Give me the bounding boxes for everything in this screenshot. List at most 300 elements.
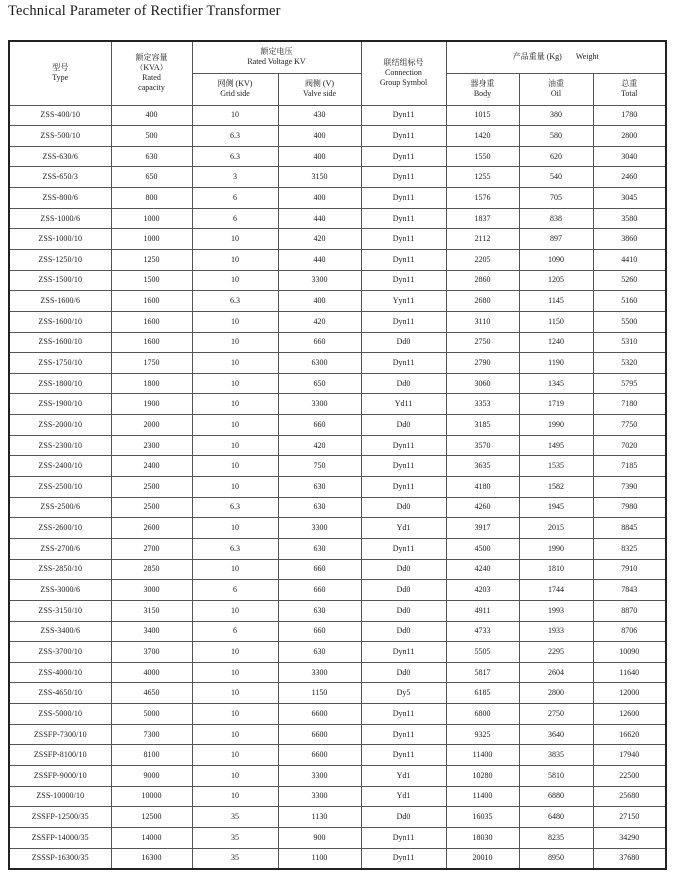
capacity-cell: 1000 xyxy=(111,229,192,250)
header-oil xyxy=(519,73,593,105)
body-weight-cell: 4240 xyxy=(446,559,519,580)
grid-voltage-cell: 6.3 xyxy=(192,126,278,147)
body-weight-cell: 3570 xyxy=(446,435,519,456)
table-row xyxy=(9,229,666,250)
table-row xyxy=(9,538,666,559)
table-row xyxy=(9,704,666,725)
capacity-cell: 500 xyxy=(111,126,192,147)
valve-voltage-cell: 6300 xyxy=(278,353,361,374)
header-conn-en2: Group Symbol xyxy=(379,78,428,88)
connection-cell: Dd0 xyxy=(361,580,446,601)
connection-cell: Dyn11 xyxy=(361,311,446,332)
valve-voltage-cell: 1100 xyxy=(278,848,361,869)
type-cell: ZSS-2500/10 xyxy=(9,477,111,498)
total-weight-cell: 8325 xyxy=(593,538,666,559)
grid-voltage-cell: 10 xyxy=(192,105,278,126)
table-row xyxy=(9,188,666,209)
capacity-cell: 1600 xyxy=(111,311,192,332)
header-type-en: Type xyxy=(52,73,69,83)
oil-weight-cell: 1090 xyxy=(519,249,593,270)
capacity-cell: 4000 xyxy=(111,662,192,683)
connection-cell: Dd0 xyxy=(361,497,446,518)
body-weight-cell: 3917 xyxy=(446,518,519,539)
valve-voltage-cell: 630 xyxy=(278,642,361,663)
connection-cell: Yd1 xyxy=(361,786,446,807)
total-weight-cell: 5260 xyxy=(593,270,666,291)
valve-voltage-cell: 900 xyxy=(278,827,361,848)
connection-cell: Dd0 xyxy=(361,373,446,394)
valve-voltage-cell: 660 xyxy=(278,332,361,353)
body-weight-cell: 9325 xyxy=(446,724,519,745)
type-cell: ZSS-1250/10 xyxy=(9,249,111,270)
body-weight-cell: 20010 xyxy=(446,848,519,869)
body-weight-cell: 1576 xyxy=(446,188,519,209)
grid-voltage-cell: 10 xyxy=(192,786,278,807)
capacity-cell: 630 xyxy=(111,146,192,167)
connection-cell: Dyn11 xyxy=(361,167,446,188)
table-row xyxy=(9,683,666,704)
total-weight-cell: 7185 xyxy=(593,456,666,477)
oil-weight-cell: 1495 xyxy=(519,435,593,456)
total-weight-cell: 10090 xyxy=(593,642,666,663)
capacity-cell: 7300 xyxy=(111,724,192,745)
grid-voltage-cell: 10 xyxy=(192,229,278,250)
table-row xyxy=(9,394,666,415)
capacity-cell: 5000 xyxy=(111,704,192,725)
valve-voltage-cell: 430 xyxy=(278,105,361,126)
capacity-cell: 1600 xyxy=(111,291,192,312)
connection-cell: Dyn11 xyxy=(361,642,446,663)
header-valve-side xyxy=(278,73,361,105)
body-weight-cell: 6185 xyxy=(446,683,519,704)
type-cell: ZSS-1750/10 xyxy=(9,353,111,374)
oil-weight-cell: 1933 xyxy=(519,621,593,642)
capacity-cell: 1600 xyxy=(111,332,192,353)
grid-voltage-cell: 10 xyxy=(192,704,278,725)
header-total xyxy=(593,73,666,105)
oil-weight-cell: 1582 xyxy=(519,477,593,498)
grid-voltage-cell: 10 xyxy=(192,518,278,539)
valve-voltage-cell: 420 xyxy=(278,435,361,456)
total-weight-cell: 7180 xyxy=(593,394,666,415)
total-weight-cell: 5320 xyxy=(593,353,666,374)
capacity-cell: 2000 xyxy=(111,415,192,436)
connection-cell: Dyn11 xyxy=(361,270,446,291)
capacity-cell: 3000 xyxy=(111,580,192,601)
oil-weight-cell: 1990 xyxy=(519,415,593,436)
capacity-cell: 1500 xyxy=(111,270,192,291)
table-row xyxy=(9,848,666,869)
valve-voltage-cell: 420 xyxy=(278,311,361,332)
oil-weight-cell: 897 xyxy=(519,229,593,250)
valve-voltage-cell: 630 xyxy=(278,497,361,518)
capacity-cell: 2600 xyxy=(111,518,192,539)
total-weight-cell: 5500 xyxy=(593,311,666,332)
header-oil-en: Oil xyxy=(550,89,562,98)
connection-cell: Dyn11 xyxy=(361,188,446,209)
connection-cell: Dd0 xyxy=(361,807,446,828)
valve-voltage-cell: 1150 xyxy=(278,683,361,704)
table-body xyxy=(9,105,666,869)
grid-voltage-cell: 10 xyxy=(192,559,278,580)
table-row xyxy=(9,745,666,766)
total-weight-cell: 3580 xyxy=(593,208,666,229)
grid-voltage-cell: 10 xyxy=(192,456,278,477)
body-weight-cell: 3635 xyxy=(446,456,519,477)
type-cell: ZSSFP-14000/35 xyxy=(9,827,111,848)
capacity-cell: 3700 xyxy=(111,642,192,663)
header-type-cn: 型号 xyxy=(52,63,69,73)
table-row xyxy=(9,827,666,848)
valve-voltage-cell: 3150 xyxy=(278,167,361,188)
header-grid-en: Grid side xyxy=(220,89,250,98)
capacity-cell: 3400 xyxy=(111,621,192,642)
oil-weight-cell: 620 xyxy=(519,146,593,167)
valve-voltage-cell: 630 xyxy=(278,538,361,559)
oil-weight-cell: 1240 xyxy=(519,332,593,353)
type-cell: ZSS-1000/6 xyxy=(9,208,111,229)
valve-voltage-cell: 6600 xyxy=(278,745,361,766)
capacity-cell: 12500 xyxy=(111,807,192,828)
body-weight-cell: 6800 xyxy=(446,704,519,725)
type-cell: ZSS-2600/10 xyxy=(9,518,111,539)
grid-voltage-cell: 35 xyxy=(192,827,278,848)
grid-voltage-cell: 10 xyxy=(192,270,278,291)
oil-weight-cell: 380 xyxy=(519,105,593,126)
capacity-cell: 650 xyxy=(111,167,192,188)
connection-cell: Dd0 xyxy=(361,600,446,621)
grid-voltage-cell: 10 xyxy=(192,662,278,683)
valve-voltage-cell: 3300 xyxy=(278,270,361,291)
body-weight-cell: 3185 xyxy=(446,415,519,436)
table-row xyxy=(9,435,666,456)
valve-voltage-cell: 660 xyxy=(278,415,361,436)
connection-cell: Dy5 xyxy=(361,683,446,704)
type-cell: ZSS-400/10 xyxy=(9,105,111,126)
valve-voltage-cell: 1130 xyxy=(278,807,361,828)
table-row xyxy=(9,332,666,353)
capacity-cell: 1250 xyxy=(111,249,192,270)
grid-voltage-cell: 10 xyxy=(192,600,278,621)
type-cell: ZSS-3150/10 xyxy=(9,600,111,621)
connection-cell: Dyn11 xyxy=(361,704,446,725)
total-weight-cell: 8706 xyxy=(593,621,666,642)
table-row xyxy=(9,559,666,580)
valve-voltage-cell: 3300 xyxy=(278,662,361,683)
oil-weight-cell: 1945 xyxy=(519,497,593,518)
total-weight-cell: 3860 xyxy=(593,229,666,250)
header-weight-en: Weight xyxy=(575,52,599,62)
capacity-cell: 1750 xyxy=(111,353,192,374)
type-cell: ZSS-1600/10 xyxy=(9,332,111,353)
grid-voltage-cell: 35 xyxy=(192,848,278,869)
body-weight-cell: 1837 xyxy=(446,208,519,229)
table-row xyxy=(9,580,666,601)
valve-voltage-cell: 660 xyxy=(278,621,361,642)
oil-weight-cell: 3835 xyxy=(519,745,593,766)
connection-cell: Dd0 xyxy=(361,332,446,353)
connection-cell: Dd0 xyxy=(361,621,446,642)
oil-weight-cell: 2604 xyxy=(519,662,593,683)
body-weight-cell: 2750 xyxy=(446,332,519,353)
capacity-cell: 2300 xyxy=(111,435,192,456)
header-rated-voltage xyxy=(192,41,361,73)
capacity-cell: 3150 xyxy=(111,600,192,621)
connection-cell: Dyn11 xyxy=(361,435,446,456)
body-weight-cell: 2790 xyxy=(446,353,519,374)
total-weight-cell: 8870 xyxy=(593,600,666,621)
type-cell: ZSS-3700/10 xyxy=(9,642,111,663)
connection-cell: Dyn11 xyxy=(361,105,446,126)
type-cell: ZSS-2300/10 xyxy=(9,435,111,456)
body-weight-cell: 2680 xyxy=(446,291,519,312)
total-weight-cell: 5795 xyxy=(593,373,666,394)
header-oil-cn: 油重 xyxy=(548,79,564,88)
capacity-cell: 2700 xyxy=(111,538,192,559)
table-row xyxy=(9,373,666,394)
type-cell: ZSSFP-12500/35 xyxy=(9,807,111,828)
body-weight-cell: 1015 xyxy=(446,105,519,126)
valve-voltage-cell: 630 xyxy=(278,600,361,621)
type-cell: ZSS-1600/6 xyxy=(9,291,111,312)
grid-voltage-cell: 10 xyxy=(192,332,278,353)
grid-voltage-cell: 10 xyxy=(192,373,278,394)
table-row xyxy=(9,167,666,188)
grid-voltage-cell: 10 xyxy=(192,415,278,436)
table-row xyxy=(9,105,666,126)
total-weight-cell: 37680 xyxy=(593,848,666,869)
valve-voltage-cell: 6600 xyxy=(278,724,361,745)
total-weight-cell: 2800 xyxy=(593,126,666,147)
valve-voltage-cell: 630 xyxy=(278,477,361,498)
oil-weight-cell: 1993 xyxy=(519,600,593,621)
capacity-cell: 2500 xyxy=(111,497,192,518)
grid-voltage-cell: 6.3 xyxy=(192,291,278,312)
valve-voltage-cell: 6600 xyxy=(278,704,361,725)
table-row xyxy=(9,291,666,312)
type-cell: ZSS-1000/10 xyxy=(9,229,111,250)
table-row xyxy=(9,249,666,270)
valve-voltage-cell: 440 xyxy=(278,208,361,229)
header-voltage-en: Rated Voltage KV xyxy=(247,57,306,67)
total-weight-cell: 7390 xyxy=(593,477,666,498)
capacity-cell: 4650 xyxy=(111,683,192,704)
valve-voltage-cell: 400 xyxy=(278,146,361,167)
header-capacity-unit: （KVA） xyxy=(135,63,168,73)
capacity-cell: 2850 xyxy=(111,559,192,580)
type-cell: ZSS-800/6 xyxy=(9,188,111,209)
header-body-en: Body xyxy=(473,89,492,98)
table-row xyxy=(9,270,666,291)
oil-weight-cell: 540 xyxy=(519,167,593,188)
capacity-cell: 1800 xyxy=(111,373,192,394)
header-capacity-cn: 额定容量 xyxy=(135,53,168,63)
valve-voltage-cell: 3300 xyxy=(278,394,361,415)
capacity-cell: 1000 xyxy=(111,208,192,229)
valve-voltage-cell: 3300 xyxy=(278,786,361,807)
header-total-cn: 总重 xyxy=(621,79,638,88)
total-weight-cell: 7910 xyxy=(593,559,666,580)
header-capacity-en2: capacity xyxy=(138,83,165,93)
type-cell: ZSSFP-7300/10 xyxy=(9,724,111,745)
header-grid-cn: 网侧 (KV) xyxy=(217,79,253,88)
connection-cell: Dyn11 xyxy=(361,477,446,498)
type-cell: ZSS-3400/6 xyxy=(9,621,111,642)
table-row xyxy=(9,642,666,663)
table-row xyxy=(9,600,666,621)
type-cell: ZSS-4650/10 xyxy=(9,683,111,704)
total-weight-cell: 7020 xyxy=(593,435,666,456)
total-weight-cell: 5160 xyxy=(593,291,666,312)
oil-weight-cell: 6880 xyxy=(519,786,593,807)
type-cell: ZSS-1800/10 xyxy=(9,373,111,394)
total-weight-cell: 11640 xyxy=(593,662,666,683)
valve-voltage-cell: 400 xyxy=(278,126,361,147)
capacity-cell: 400 xyxy=(111,105,192,126)
capacity-cell: 16300 xyxy=(111,848,192,869)
capacity-cell: 8100 xyxy=(111,745,192,766)
page-title: Technical Parameter of Rectifier Transformer xyxy=(8,3,281,19)
oil-weight-cell: 1145 xyxy=(519,291,593,312)
connection-cell: Yd1 xyxy=(361,766,446,787)
table-row xyxy=(9,477,666,498)
oil-weight-cell: 8950 xyxy=(519,848,593,869)
valve-voltage-cell: 400 xyxy=(278,291,361,312)
table-row xyxy=(9,621,666,642)
body-weight-cell: 18030 xyxy=(446,827,519,848)
grid-voltage-cell: 6.3 xyxy=(192,497,278,518)
body-weight-cell: 5817 xyxy=(446,662,519,683)
body-weight-cell: 3060 xyxy=(446,373,519,394)
oil-weight-cell: 1719 xyxy=(519,394,593,415)
type-cell: ZSS-2850/10 xyxy=(9,559,111,580)
body-weight-cell: 11400 xyxy=(446,786,519,807)
valve-voltage-cell: 400 xyxy=(278,188,361,209)
table-row xyxy=(9,146,666,167)
type-cell: ZSS-4000/10 xyxy=(9,662,111,683)
header-valve-en: Valve side xyxy=(302,89,337,98)
oil-weight-cell: 1810 xyxy=(519,559,593,580)
total-weight-cell: 3040 xyxy=(593,146,666,167)
grid-voltage-cell: 6 xyxy=(192,621,278,642)
total-weight-cell: 7843 xyxy=(593,580,666,601)
capacity-cell: 800 xyxy=(111,188,192,209)
grid-voltage-cell: 10 xyxy=(192,394,278,415)
body-weight-cell: 4911 xyxy=(446,600,519,621)
grid-voltage-cell: 10 xyxy=(192,353,278,374)
total-weight-cell: 7750 xyxy=(593,415,666,436)
oil-weight-cell: 2015 xyxy=(519,518,593,539)
valve-voltage-cell: 650 xyxy=(278,373,361,394)
header-grid-side xyxy=(192,73,278,105)
body-weight-cell: 10280 xyxy=(446,766,519,787)
oil-weight-cell: 2800 xyxy=(519,683,593,704)
grid-voltage-cell: 6.3 xyxy=(192,146,278,167)
body-weight-cell: 3110 xyxy=(446,311,519,332)
body-weight-cell: 1550 xyxy=(446,146,519,167)
connection-cell: Dd0 xyxy=(361,662,446,683)
type-cell: ZSS-2400/10 xyxy=(9,456,111,477)
grid-voltage-cell: 10 xyxy=(192,642,278,663)
total-weight-cell: 17940 xyxy=(593,745,666,766)
table-row xyxy=(9,311,666,332)
grid-voltage-cell: 10 xyxy=(192,745,278,766)
type-cell: ZSS-630/6 xyxy=(9,146,111,167)
total-weight-cell: 3045 xyxy=(593,188,666,209)
header-voltage-cn: 额定电压 xyxy=(260,47,293,57)
oil-weight-cell: 1744 xyxy=(519,580,593,601)
body-weight-cell: 16035 xyxy=(446,807,519,828)
oil-weight-cell: 705 xyxy=(519,188,593,209)
oil-weight-cell: 1345 xyxy=(519,373,593,394)
oil-weight-cell: 1150 xyxy=(519,311,593,332)
header-weight xyxy=(446,41,666,73)
connection-cell: Dyn11 xyxy=(361,724,446,745)
grid-voltage-cell: 6.3 xyxy=(192,538,278,559)
oil-weight-cell: 1990 xyxy=(519,538,593,559)
capacity-cell: 2500 xyxy=(111,477,192,498)
connection-cell: Dd0 xyxy=(361,559,446,580)
parameter-table xyxy=(8,40,667,870)
oil-weight-cell: 5810 xyxy=(519,766,593,787)
body-weight-cell: 4203 xyxy=(446,580,519,601)
type-cell: ZSS-2000/10 xyxy=(9,415,111,436)
total-weight-cell: 4410 xyxy=(593,249,666,270)
connection-cell: Dyn11 xyxy=(361,146,446,167)
valve-voltage-cell: 3300 xyxy=(278,766,361,787)
body-weight-cell: 4733 xyxy=(446,621,519,642)
header-total-en: Total xyxy=(621,89,638,98)
table-row xyxy=(9,353,666,374)
header-type xyxy=(9,41,111,105)
valve-voltage-cell: 660 xyxy=(278,559,361,580)
connection-cell: Dyn11 xyxy=(361,538,446,559)
total-weight-cell: 27150 xyxy=(593,807,666,828)
total-weight-cell: 12000 xyxy=(593,683,666,704)
type-cell: ZSS-650/3 xyxy=(9,167,111,188)
body-weight-cell: 2112 xyxy=(446,229,519,250)
connection-cell: Dyn11 xyxy=(361,745,446,766)
body-weight-cell: 2205 xyxy=(446,249,519,270)
table-row xyxy=(9,456,666,477)
capacity-cell: 2400 xyxy=(111,456,192,477)
grid-voltage-cell: 10 xyxy=(192,249,278,270)
connection-cell: Dyn11 xyxy=(361,353,446,374)
type-cell: ZSS-2500/6 xyxy=(9,497,111,518)
grid-voltage-cell: 10 xyxy=(192,477,278,498)
connection-cell: Dyn11 xyxy=(361,456,446,477)
header-conn-en1: Connection xyxy=(385,68,422,78)
type-cell: ZSS-1900/10 xyxy=(9,394,111,415)
capacity-cell: 1900 xyxy=(111,394,192,415)
capacity-cell: 9000 xyxy=(111,766,192,787)
connection-cell: Yyn11 xyxy=(361,291,446,312)
body-weight-cell: 1255 xyxy=(446,167,519,188)
connection-cell: Dyn11 xyxy=(361,208,446,229)
total-weight-cell: 7980 xyxy=(593,497,666,518)
header-valve-cn: 阀侧 (V) xyxy=(304,79,335,88)
oil-weight-cell: 838 xyxy=(519,208,593,229)
connection-cell: Dyn11 xyxy=(361,848,446,869)
table-header xyxy=(9,41,666,105)
connection-cell: Dyn11 xyxy=(361,827,446,848)
type-cell: ZSS-10000/10 xyxy=(9,786,111,807)
table-row xyxy=(9,415,666,436)
body-weight-cell: 4500 xyxy=(446,538,519,559)
total-weight-cell: 1780 xyxy=(593,105,666,126)
body-weight-cell: 1420 xyxy=(446,126,519,147)
type-cell: ZSSFP-9000/10 xyxy=(9,766,111,787)
